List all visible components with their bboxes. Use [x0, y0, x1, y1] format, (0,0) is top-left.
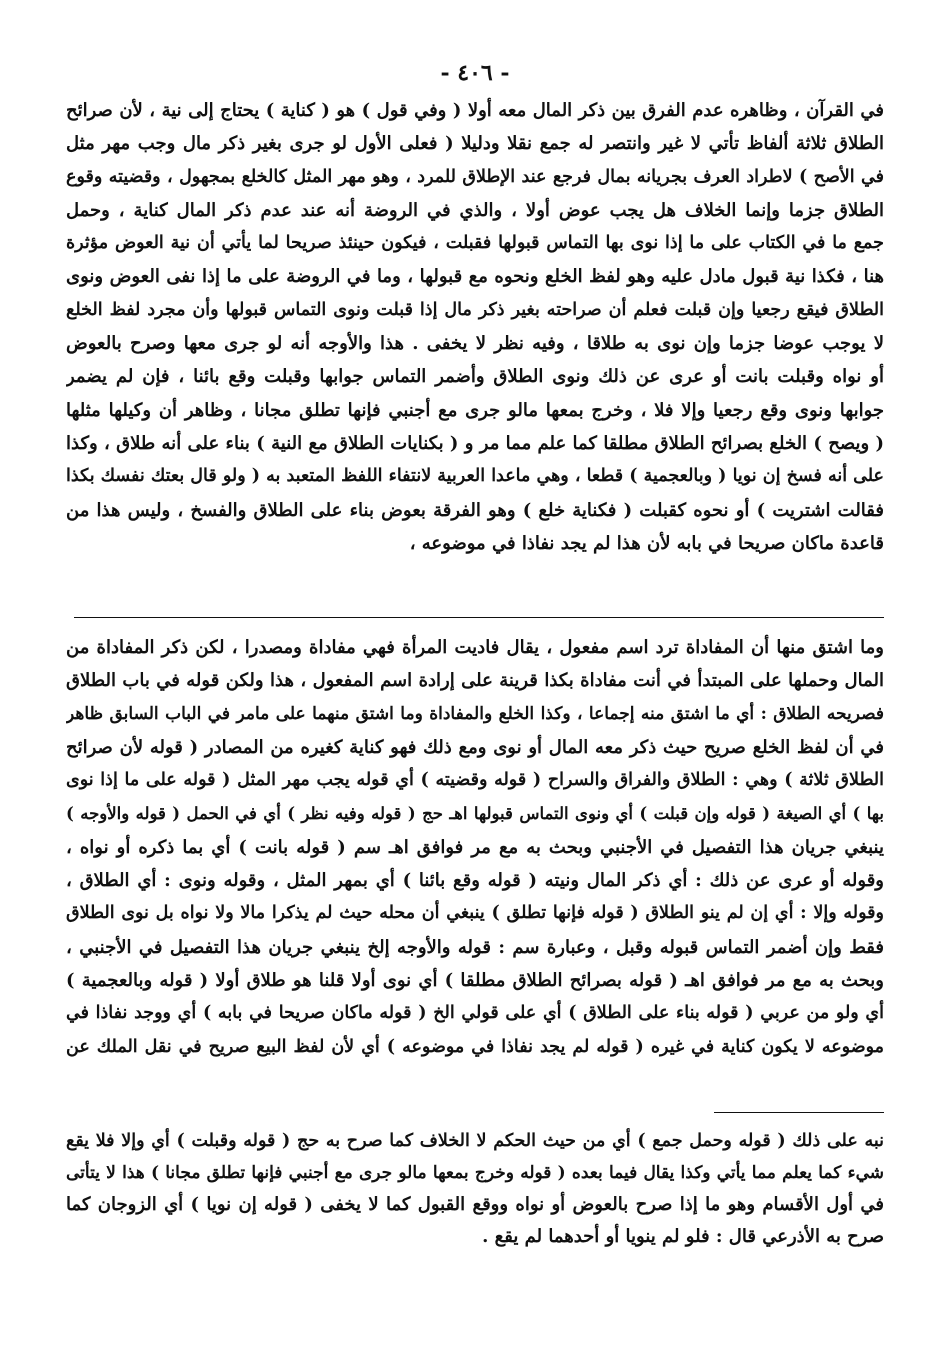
footnote-line: أي ولو من عربي ( قوله بناء على الطلاق ) أي على قولي الخ ( قوله ماكان صريحا في بابه ) أي ووجد نفاذا في [66, 1003, 884, 1024]
footnote-line: فصريحه الطلاق : أي ما اشتق منه إجماعا ، وكذا الخلع والمفاداة وما اشتق منهما على مامر في الباب السابق ظاهر [66, 703, 884, 724]
text-line: ( ويصح ) الخلع بصرائح الطلاق مطلقا كما علم مما مر و ( بكنايات الطلاق مع النية ) بناء على أنه طلاق ، وكذا [66, 432, 884, 454]
footnote-secondary [66, 1125, 884, 1253]
text-line: في الأصح ) لاطراد العرف بجريانه بمال فرجع عند الإطلاق للمرد ، وهو مهر المثل كالخلع بمجهول ، وقضيته وقوع [66, 166, 884, 187]
text-line: في القرآن ، وظاهره عدم الفرق بين ذكر المال معه أولا ( وفي قول ) هو ( كناية ) يحتاج إلى نية ، لأن صرائح [66, 100, 884, 121]
page-number: - ٤٠٦ - [440, 60, 510, 86]
footnote-divider [74, 617, 884, 618]
text-line: أو نواه وقبلت بانت أو عرى عن ذلك ونوى الطلاق وأضمر التماس جوابها وقبلت وقع بائنا ، فإن لم يضمر [66, 366, 884, 388]
text-line: الطلاق جزما وإنما الخلاف هل يجب عوض أولا ، والذي في الروضة أنه عند عدم ذكر المال كناية ، وحمل [66, 199, 884, 221]
text-line: الطلاق ثلاثة ألفاظ تأتي لا غير وانتصر له جمع نقلا ودليلا ( فعلى الأول لو جرى بغير ذكر مال وجب مهر مثل [66, 133, 884, 155]
footnote-divider [714, 1112, 884, 1113]
footnote-line: وقوله وإلا : أي إن لم ينو الطلاق ( قوله فإنها تطلق ) ينبغي أن محله حيث لم يذكرا مالا ولا نواه بل نوى الطلاق [66, 903, 884, 924]
text-line: قاعدة ماكان صريحا في بابه لأن هذا لم يجد نفاذا في موضوعه ، [409, 532, 884, 554]
text-line: الطلاق فيقع رجعيا وإن قبلت فعلم أن صراحته بغير ذكر مال إذا قبلت ونوى التماس قبولها وأن مجرد لفظ الخلع [66, 299, 884, 320]
text-line: هنا ، فكذا نية قبول مادل عليه وهو لفظ الخلع ونحوه مع قبولها ، وما في الروضة على ما إذا نفى العوض ونوى [66, 266, 884, 288]
footnote-commentary [66, 631, 884, 1064]
footnote-line: الطلاق ثلاثة ) وهي : الطلاق والفراق والسراح ( قوله وقضيته ) أي قوله يجب مهر المثل ( قوله على ما إذا نوى [66, 770, 884, 791]
footnote-line: ينبغي جريان هذا التفصيل في الأجنبي وبحث به مع مر فوافق اهـ سم ( قوله بانت ) أي بما ذكره أو نواه ، [66, 836, 884, 858]
footnote-line: بها ) أي الصيغة ( قوله وإن قبلت ) أي ونوى التماس قبولها اهـ حج ( قوله وفيه نظر ) أي في الحمل ( قوله والأوجه ) [66, 804, 884, 824]
main-text [66, 94, 884, 560]
footnote-line: نبه على ذلك ( قوله وحمل جمع ) أي من حيث الحكم لا الخلاف كما صرح به حج ( قوله وقبلت ) أي وإلا فلا يقع [66, 1131, 884, 1151]
text-line: لا يوجب عوضا جزما وإن نوى به طلاقا ، وفيه نظر لا يخفى . هذا والأوجه أنه لو جرى معها وصرح بالعوض [66, 333, 884, 355]
footnote-line: وقوله أو عرى عن ذلك : أي ذكر المال ونيته ( قوله وقع بائنا ) أي بمهر المثل ، وقوله ونوى : أي الطلاق ، [66, 870, 884, 892]
footnote-line: وما اشتق منها أن المفاداة ترد اسم مفعول ، يقال فاديت المرأة فهي مفاداة ومصدرا ، لكن ذكر المفاداة من [66, 637, 884, 658]
footnote-line: وبحث به مع مر فوافق اهـ ( قوله بصرائح الطلاق مطلقا ) أي نوى أولا قلنا هو طلاق أولا ( قوله وبالعجمية ) [66, 969, 884, 991]
text-line: جمع ما في الكتاب على ما إذا نوى بها التماس قبولها فقبلت ، فيكون حينئذ صريحا لما يأتي أن نية العوض مؤثرة [66, 233, 884, 254]
footnote-line: في أول الأقسام وهو ما إذا صرح بالعوض أو نواه ووقع القبول كما لا يخفى ( قوله إن نويا ) أي الزوجان كما [66, 1194, 884, 1215]
footnote-line: فقط وإن أضمر التماس قبوله وقبل ، وعبارة سم : قوله والأوجه إلخ ينبغي جريان هذا التفصيل في الأجنبي ، [66, 936, 884, 958]
footnote-line: في أن لفظ الخلع صريح حيث ذكر معه المال أو نوى ومع ذلك فهو كناية كغيره من المصادر ( قوله لأن صرائح [66, 736, 884, 758]
text-line: جوابها ونوى وقع رجعيا وإلا فلا ، وخرج بمعها مالو جرى مع أجنبي فإنها تطلق مجانا ، وظاهر أن وكيلها مثلها [66, 399, 884, 421]
footnote-line: موضوعه لا يكون كناية في غيره ( قوله لم يجد نفاذا في موضوعه ) أي لأن لفظ البيع صريح في نقل الملك عن [66, 1036, 884, 1057]
text-line: فقالت اشتريت ) أو نحوه كقبلت ( فكناية خلع ) وهو الفرقة بعوض بناء على الطلاق والفسخ ، وليس هذا من [66, 499, 884, 521]
footnote-line: المال وحملها على المبتدأ في أنت مفاداة بكذا قرينة على إرادة اسم المفعول ، هذا ولكن قوله في باب الطلاق [66, 670, 884, 692]
footnote-line: شيء كما يعلم مما يأتي وكذا يقال فيما بعده ( قوله وخرج بمعها مالو جرى مع أجنبي فإنها تطلق مجانا ) هذا لا يتأتى [66, 1163, 884, 1183]
footnote-line: صرح به الأذرعي قال : فلو لم ينويا أو أحدهما لم يقع . [482, 1226, 884, 1247]
text-line: على أنه فسخ إن نويا ( وبالعجمية ) قطعا ، وهي ماعدا العربية لانتفاء اللفظ المتعبد به ( ولو قال بعتك نفسك بكذا [66, 466, 884, 487]
